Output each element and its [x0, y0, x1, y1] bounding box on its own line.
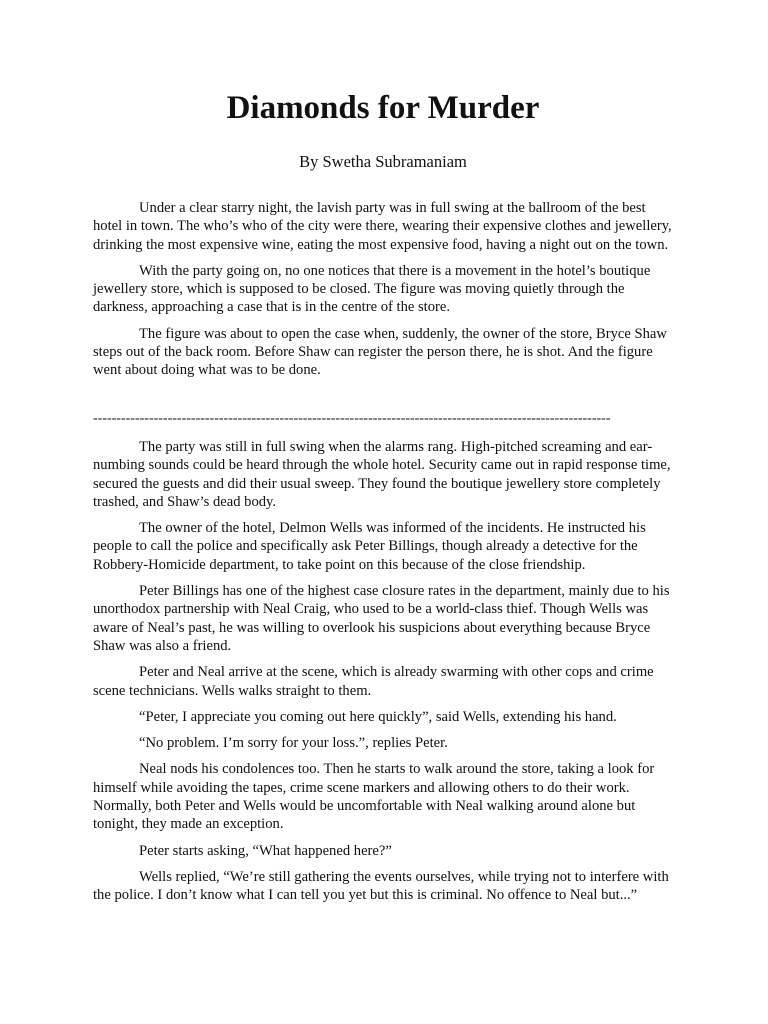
paragraph: “No problem. I’m sorry for your loss.”, replies Peter. [139, 735, 448, 752]
paragraph: Neal nods his condolences too. Then he starts to walk around the store, taking a look for himself while avoiding the tapes, crime scene markers and allowing others to do their work. Normally, both Peter and Wells would be uncomfortable with Neal walking around alone but tonight, they made an exception. [93, 761, 655, 833]
paragraph: The figure was about to open the case when, suddenly, the owner of the store, Bryce Shaw steps out of the back room. Before Shaw can register the person there, he is shot. And the figure went about doing what was to be done. [93, 325, 667, 379]
paragraph: Peter starts asking, “What happened here?” [139, 842, 392, 859]
paragraph: Peter Billings has one of the highest case closure rates in the department, mainly due to his unorthodox partnership with Neal Craig, who used to be a world-class thief. Though Wells was aware of Neal’s past, he was willing to overlook his suspicions about everything because Bryce Shaw was also a friend. [93, 583, 670, 654]
paragraph: Under a clear starry night, the lavish party was in full swing at the ballroom of the best hotel in town. The who’s who of the city were there, wearing their expensive clothes and jewellery, drinking the most expensive wine, eating the most expensive food, having a night out on the town. [93, 200, 672, 253]
scene-divider: --------------------------------------------------------------------------------------------------------------- [93, 411, 611, 426]
author-byline: By Swetha Subramaniam [299, 152, 467, 171]
paragraph: The party was still in full swing when the alarms rang. High-pitched screaming and ear-numbing sounds could be heard through the whole hotel. Security came out in rapid response time, secured the guests and did their usual sweep. They found the boutique jewellery store completely trashed, and Shaw’s dead body. [93, 439, 671, 510]
paragraph: The owner of the hotel, Delmon Wells was informed of the incidents. He instructed his people to call the police and specifically ask Peter Billings, though already a detective for the Robbery-Homicide department, to take point on this because of the close friendship. [93, 520, 646, 573]
story-section-1 [93, 199, 673, 388]
paragraph: “Peter, I appreciate you coming out here quickly”, said Wells, extending his hand. [139, 708, 617, 725]
document-title: Diamonds for Murder [226, 90, 540, 126]
paragraph: Peter and Neal arrive at the scene, which is already swarming with other cops and crime scene technicians. Wells walks straight to them. [93, 664, 654, 699]
paragraph: Wells replied, “We’re still gathering the events ourselves, while trying not to interfere with the police. I don’t know what I can tell you yet but this is criminal. No offence to Neal but...” [93, 868, 669, 904]
story-section-2 [93, 438, 673, 913]
paragraph: With the party going on, no one notices that there is a movement in the hotel’s boutique jewellery store, which is supposed to be closed. The figure was moving quietly through the darkness, approaching a case that is in the centre of the store. [93, 262, 651, 316]
